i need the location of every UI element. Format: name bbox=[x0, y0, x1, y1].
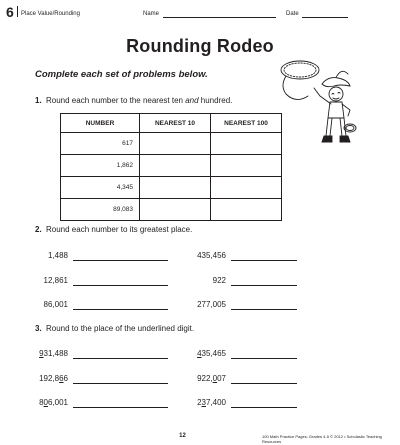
cowboy-hat bbox=[322, 78, 350, 87]
rounding-table bbox=[60, 113, 282, 221]
answer-line[interactable] bbox=[73, 309, 168, 310]
table-cell-number: 1,862 bbox=[61, 155, 140, 177]
header-divider bbox=[17, 6, 18, 17]
unit-number: 6 bbox=[6, 4, 14, 20]
problem-number: 237,400 bbox=[197, 398, 226, 407]
problem-number: 931,488 bbox=[39, 349, 68, 358]
answer-line[interactable] bbox=[73, 358, 168, 359]
answer-cell-nearest-100[interactable] bbox=[211, 133, 282, 155]
underlined-digit: 4 bbox=[197, 349, 202, 358]
problem-number: 922 bbox=[212, 276, 226, 285]
answer-line[interactable] bbox=[73, 383, 168, 384]
underlined-digit: 0 bbox=[212, 374, 218, 383]
unit-topic: Place Value/Rounding bbox=[21, 11, 80, 17]
answer-cell-nearest-100[interactable] bbox=[211, 177, 282, 199]
table-row bbox=[61, 133, 282, 155]
table-header-row bbox=[61, 114, 282, 133]
underlined-digit: 6 bbox=[59, 374, 64, 383]
answer-line[interactable] bbox=[73, 407, 168, 408]
question-3-number: 3. bbox=[35, 324, 42, 333]
answer-cell-nearest-10[interactable] bbox=[140, 177, 211, 199]
column-header-nearest-100: NEAREST 100 bbox=[211, 114, 282, 133]
table-row bbox=[61, 199, 282, 221]
name-field[interactable] bbox=[163, 17, 276, 18]
problem-number: 86,001 bbox=[43, 300, 68, 309]
question-2-number: 2. bbox=[35, 225, 42, 234]
date-field[interactable] bbox=[302, 17, 348, 18]
underlined-digit: 3 bbox=[201, 398, 206, 407]
table-cell-number: 617 bbox=[61, 133, 140, 155]
name-label: Name bbox=[143, 11, 160, 17]
problem-number: 435,465 bbox=[197, 349, 226, 358]
table-row bbox=[61, 155, 282, 177]
answer-cell-nearest-100[interactable] bbox=[211, 199, 282, 221]
underlined-digit: 9 bbox=[39, 349, 44, 358]
problem-number: 1,488 bbox=[47, 251, 68, 260]
answer-line[interactable] bbox=[231, 383, 297, 384]
answer-cell-nearest-10[interactable] bbox=[140, 155, 211, 177]
question-2-text: Round each number to its greatest place. bbox=[46, 225, 193, 234]
instructions: Complete each set of problems below. bbox=[35, 69, 208, 80]
question-1-number: 1. bbox=[35, 96, 42, 105]
table-row bbox=[61, 177, 282, 199]
cowboy-shirt bbox=[328, 102, 344, 118]
page-number: 12 bbox=[179, 433, 186, 439]
problem-number: 277,005 bbox=[197, 300, 226, 309]
answer-line[interactable] bbox=[73, 285, 168, 286]
column-header-number: NUMBER bbox=[61, 114, 140, 133]
answer-line[interactable] bbox=[231, 407, 297, 408]
column-header-nearest-10: NEAREST 10 bbox=[140, 114, 211, 133]
answer-line[interactable] bbox=[231, 358, 297, 359]
question-1-text: Round each number to the nearest ten and hundred. bbox=[46, 96, 233, 105]
answer-line[interactable] bbox=[231, 260, 297, 261]
problem-number: 922,007 bbox=[197, 374, 226, 383]
cowboy-illustration bbox=[278, 56, 358, 148]
lasso-rope bbox=[283, 76, 308, 100]
date-label: Date bbox=[286, 11, 299, 17]
underlined-digit: 0 bbox=[43, 398, 48, 407]
lasso-loop bbox=[281, 61, 319, 79]
answer-line[interactable] bbox=[73, 260, 168, 261]
problem-number: 12,861 bbox=[43, 276, 68, 285]
problem-number: 435,456 bbox=[197, 251, 226, 260]
answer-cell-nearest-10[interactable] bbox=[140, 199, 211, 221]
question-3-text: Round to the place of the underlined digit. bbox=[46, 324, 195, 333]
table-cell-number: 4,345 bbox=[61, 177, 140, 199]
footer-credit: 100 Math Practice Pages: Grades 4-5 © 2012 • Scholastic Teaching Resources bbox=[262, 434, 382, 444]
problem-number: 192,866 bbox=[39, 374, 68, 383]
answer-cell-nearest-10[interactable] bbox=[140, 133, 211, 155]
table-cell-number: 89,083 bbox=[61, 199, 140, 221]
problem-number: 806,001 bbox=[39, 398, 68, 407]
answer-line[interactable] bbox=[231, 309, 297, 310]
answer-line[interactable] bbox=[231, 285, 297, 286]
page-title: Rounding Rodeo bbox=[126, 36, 274, 56]
answer-cell-nearest-100[interactable] bbox=[211, 155, 282, 177]
